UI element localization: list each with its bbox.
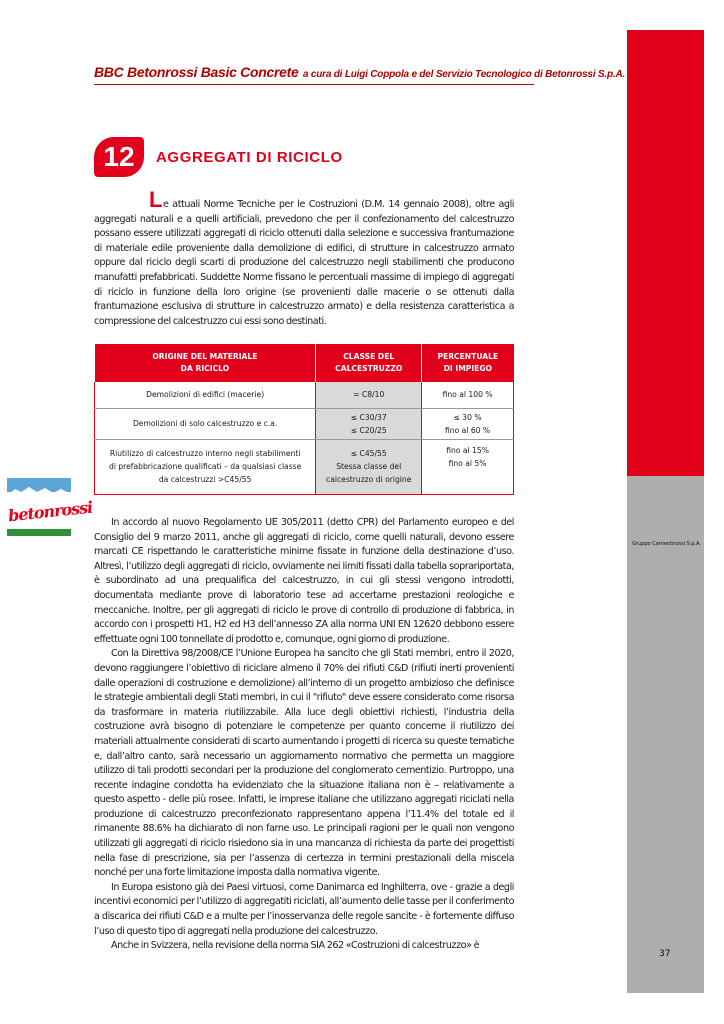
body-text bbox=[94, 516, 514, 954]
chapter-heading bbox=[94, 137, 343, 177]
betonrossi-logo bbox=[7, 478, 94, 536]
group-label: Gruppo Cementirossi S.p.A. bbox=[632, 541, 701, 547]
table-cell-percent: ≤ 30 % fino al 60 % bbox=[422, 408, 514, 439]
logo-mountains-icon bbox=[7, 486, 71, 496]
table-cell-percent: fino al 100 % bbox=[422, 382, 514, 408]
chapter-title: AGGREGATI DI RICICLO bbox=[156, 148, 343, 166]
intro-paragraph bbox=[94, 187, 514, 329]
page-number: 37 bbox=[659, 949, 671, 959]
table-header-percent: PERCENTUALE DI IMPIEGO bbox=[422, 344, 514, 382]
right-sidebar bbox=[627, 30, 704, 993]
table-row bbox=[95, 382, 514, 408]
table-cell-class: = C8/10 bbox=[316, 382, 422, 408]
sidebar-red-band bbox=[627, 30, 704, 476]
table-cell-origin: Demolizioni di edifici (macerie) bbox=[95, 382, 316, 408]
table-cell-class: ≤ C45/55 Stessa classe del calcestruzzo di origine bbox=[316, 439, 422, 494]
body-paragraph-2: Con la Direttiva 98/2008/CE l’Unione Europea ha sancito che gli Stati membri, entro il 2020, devono raggiungere l’obiettivo di riciclare almeno il 70% dei rifiuti C&D (rifiuti inerti provenienti dalle operazioni di costruzione e demolizione) all’interno di un progetto ambizioso che definisce le strategie ambientali degli Stati membri, in cui il "rifiuto" deve essere considerato come risorsa da trasformare in materia riutilizzabile. Alla luce degli obiettivi richiesti, l’industria della costruzione avrà bisogno di potenziare le competenze per quanto concerne il riutilizzo dei materiali attualmente considerati di scarto aumentando i progetti di ricerca su queste tematiche e, dall’altro canto, sarà necessario un aggiornamento normativo che permetta un maggiore utilizzo di tali prodotti secondari per la produzione del conglomerato cementizio. Purtroppo, una recente indagine condotta ha evidenziato che la situazione italiana non è – relativamente a questo aspetto - delle più rosee. Infatti, le imprese italiane che utilizzano aggregati riciclati nella produzione di calcestruzzo preconfezionato rappresentano appena l’11.4% del totale ed il rimanente 88.6% ha dichiarato di non farne uso. Le principali ragioni per le quali non vengono utilizzati gli aggregati di riciclo risiedono sia in una mancanza di richiesta da parte dei progettisti nella fase di prescrizione, sia per l’assenza di certezza in termini prestazionali della miscela nonché per una forte limitazione imposta dalla normativa vigente. bbox=[94, 648, 514, 879]
header-brand: BBC Betonrossi Basic Concrete bbox=[94, 64, 299, 80]
running-header bbox=[94, 64, 626, 85]
table-cell-class: ≤ C30/37 ≤ C20/25 bbox=[316, 408, 422, 439]
table-row bbox=[95, 439, 514, 494]
drop-cap: L bbox=[149, 187, 162, 212]
table-header-origin: ORIGINE DEL MATERIALE DA RICICLO bbox=[95, 344, 316, 382]
table-cell-percent: fino al 15% fino al 5% bbox=[422, 439, 514, 494]
chapter-number-badge: 12 bbox=[94, 137, 144, 177]
body-paragraph-3: In Europa esistono già dei Paesi virtuosi, come Danimarca ed Inghilterra, ove - grazie a degli incentivi economici per l’utilizzo di aggregatiti riciclati, all’aumento delle tasse per il conferimento a discarica dei rifiuti C&D e a multe per l’inosservanza delle regole sancite - è fortemente diffuso l’uso di questo tipo di aggregati nella produzione del calcestruzzo. bbox=[94, 881, 514, 937]
recycled-aggregates-table bbox=[94, 344, 514, 495]
table-header-class: CLASSE DEL CALCESTRUZZO bbox=[316, 344, 422, 382]
table-cell-origin: Demolizioni di solo calcestruzzo e c.a. bbox=[95, 408, 316, 439]
logo-green-band bbox=[7, 529, 71, 536]
body-paragraph-4: Anche in Svizzera, nella revisione della norma SIA 262 «Costruzioni di calcestruzzo» è bbox=[111, 940, 480, 952]
table-row bbox=[95, 408, 514, 439]
body-paragraph-1: In accordo al nuovo Regolamento UE 305/2011 (detto CPR) del Parlamento europeo e del Consiglio del 9 marzo 2011, anche gli aggregati di riciclo, come quelli naturali, devono essere marcati CE rispettando le caratteristiche minime fissate in funzione della destinazione d’uso. Altresì, l’utilizzo degli aggregati di riciclo, ovviamente nei limiti fissati dalla tabella soprariportata, è subordinato ad una prequalifica del calcestruzzo, in cui gli stessi vengono introdotti, documentata mediante prove di laboratorio tese ad accertarne prestazioni reologiche e meccaniche. Inoltre, per gli aggregati di riciclo le prove di controllo di produzione di fabbrica, in accordo con i prospetti H1, H2 ed H3 dell’annesso ZA alla norma UNI EN 12620 debbono essere effettuate ogni 100 tonnellate di prodotto e, comunque, ogni giorno di produzione. bbox=[94, 517, 514, 645]
intro-text: e attuali Norme Tecniche per le Costruzioni (D.M. 14 gennaio 2008), oltre agli aggregati naturali e a quelli artificiali, prevedono che per il confezionamento del calcestruzzo possano essere utilizzati aggregati di riciclo ottenuti dalla selezione e successiva frantumazione di materiale edile proveniente dalla demolizione di edifici, di strutture in calcestruzzo armato oppure dal riciclo degli scarti di produzione del calcestruzzo negli stabilimenti che producono manufatti prefabbricati. Suddette Norme fissano le percentuali massime di impiego di aggregati di riciclo in funzione della loro origine (se provenienti dalle macerie o se ottenuti dalla frantumazione esclusiva di strutture in calcestruzzo armato) e della resistenza caratteristica a compressione del calcestruzzo cui essi sono destinati. bbox=[94, 199, 514, 327]
table-cell-origin: Riutilizzo di calcestruzzo interno negli stabilimenti di prefabbricazione qualificati – da qualsiasi classe da calcestruzzi >C45/55 bbox=[95, 439, 316, 494]
logo-wordmark: betonrossi bbox=[7, 497, 94, 526]
header-subtitle: a cura di Luigi Coppola e del Servizio Tecnologico di Betonrossi S.p.A. bbox=[302, 69, 626, 80]
